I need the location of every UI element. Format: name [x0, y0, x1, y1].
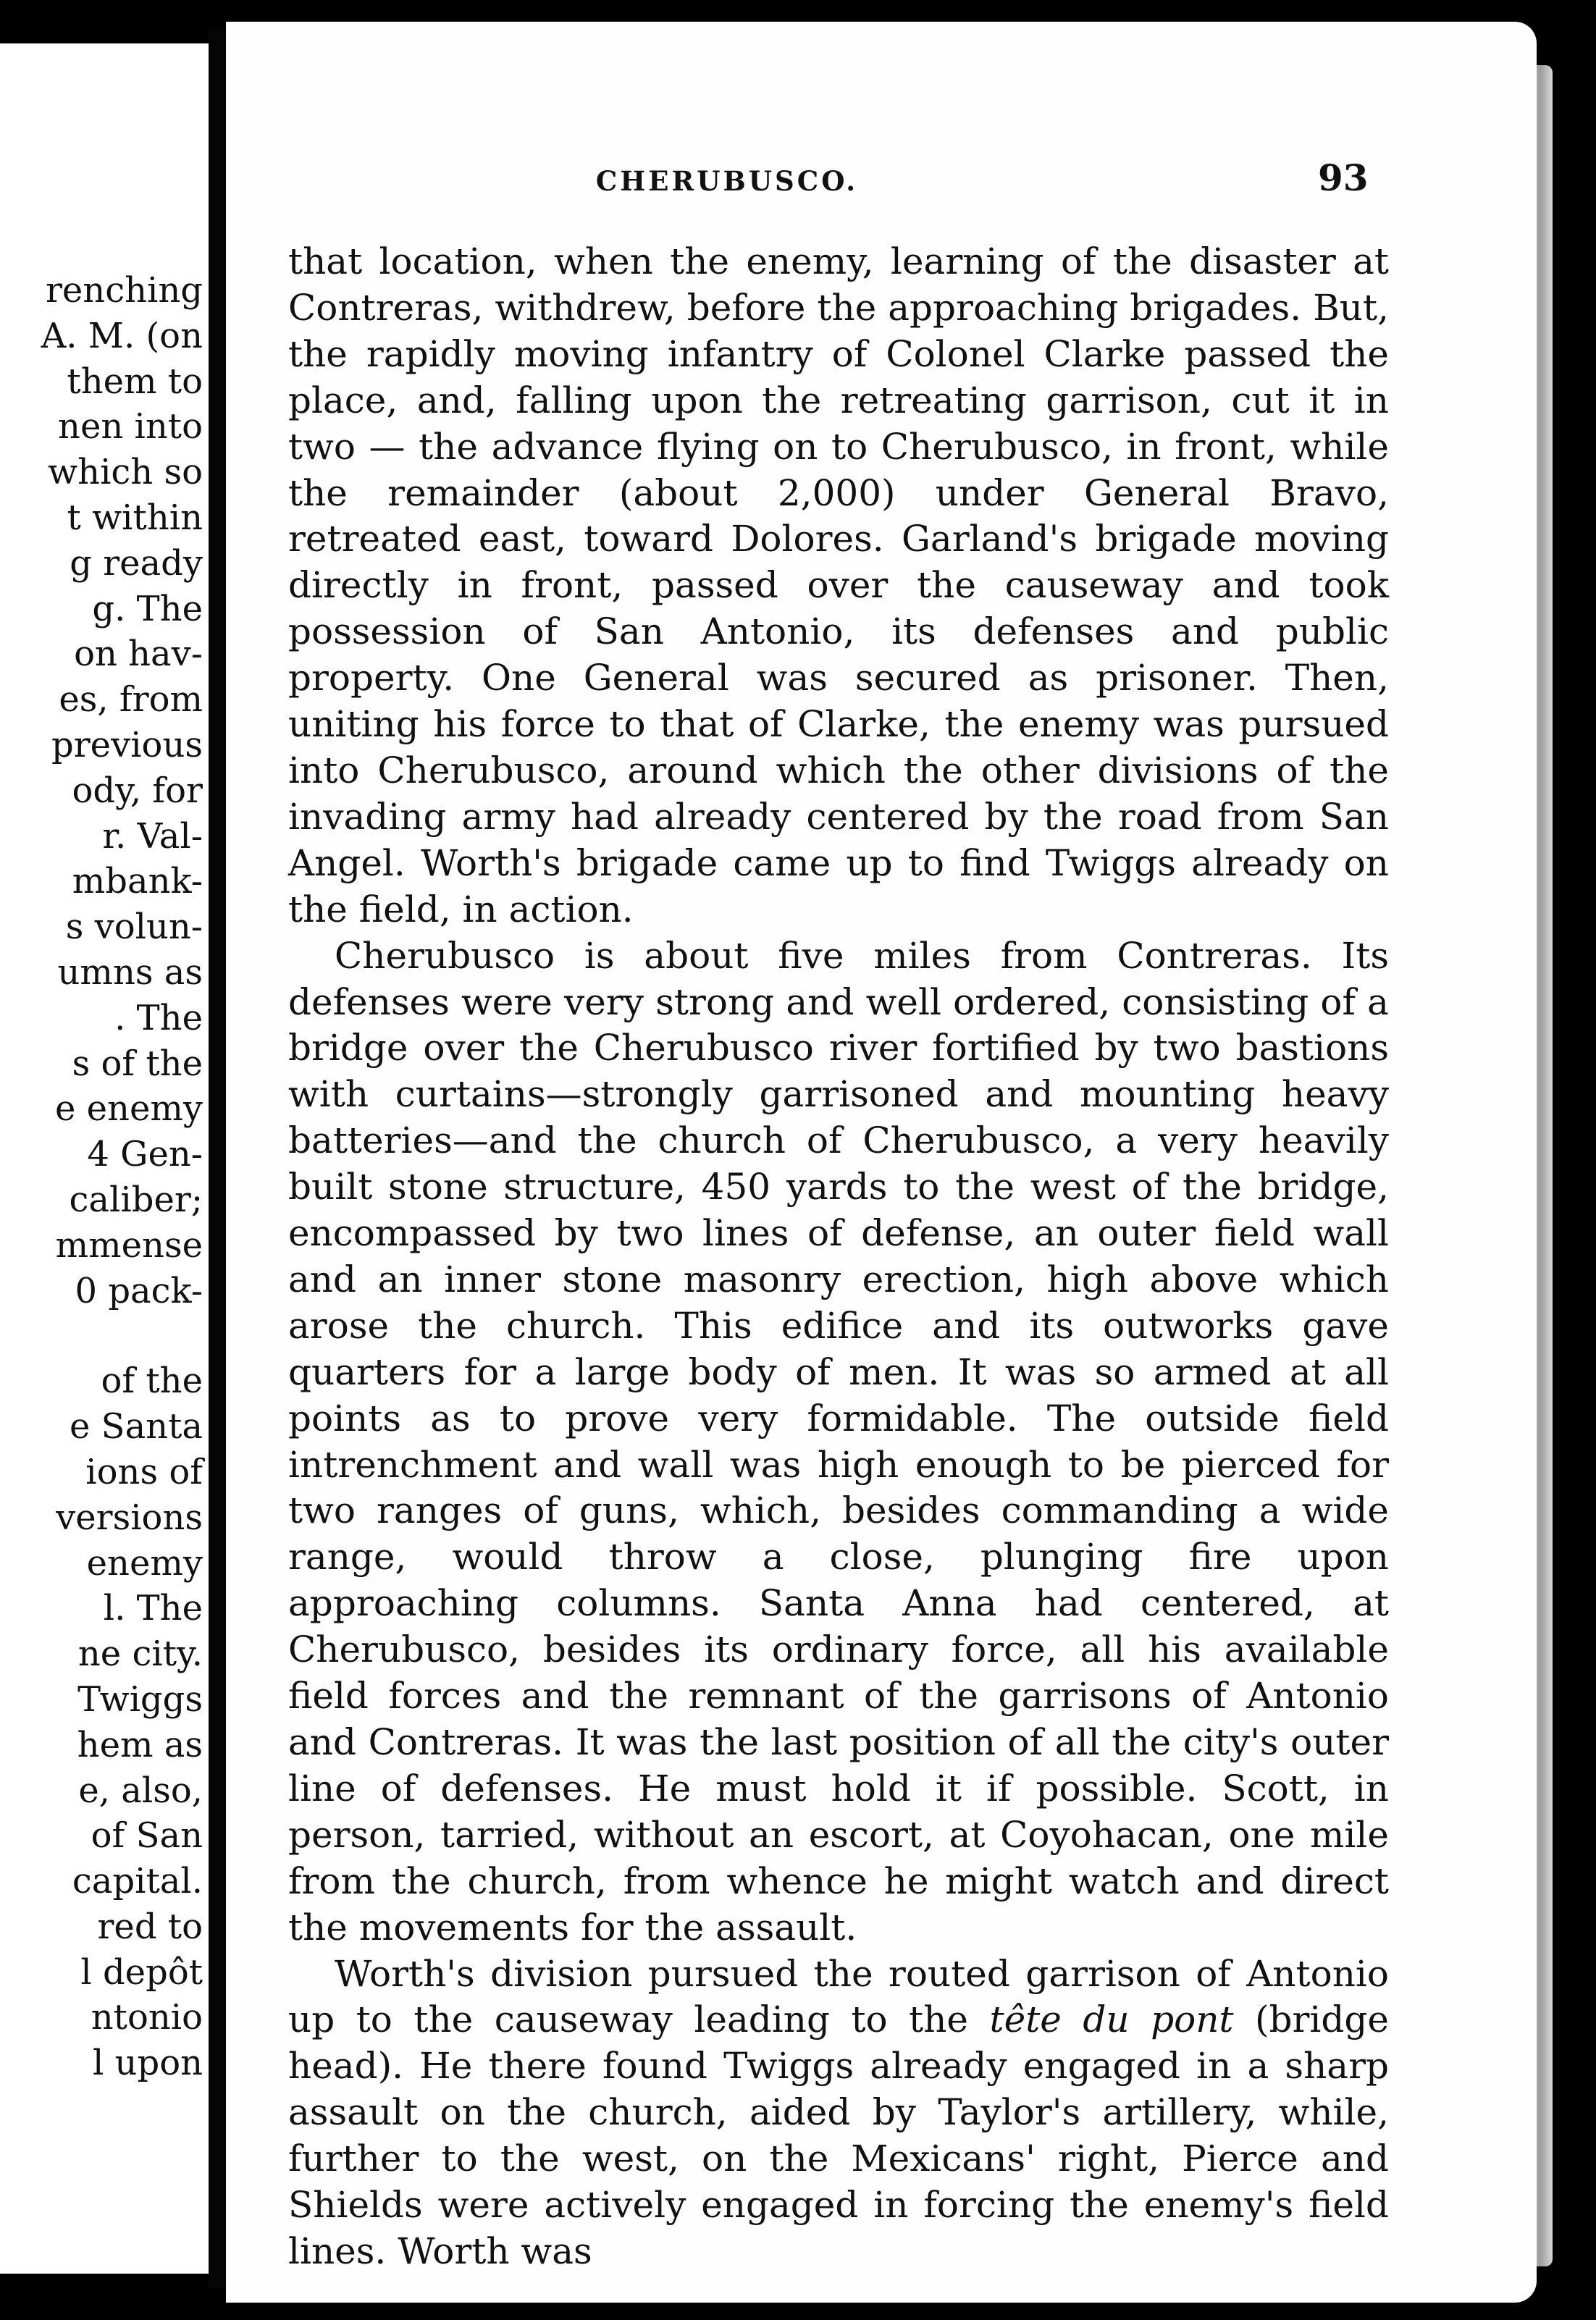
left-line: g ready [70, 542, 203, 584]
left-line: of San [91, 1815, 203, 1857]
left-page-text [0, 268, 203, 2086]
left-line: Twiggs [77, 1678, 203, 1720]
left-page-gap [0, 1314, 203, 1358]
paragraph [288, 1951, 1389, 2275]
paragraph-text: (bridge head). He there found Twiggs already engaged in a sharp assault on the church, aided by Taylor's artillery, while, further to the west, on the Mexicans' right, Pierce and Shields were actively engaged in forcing the enemy's field lines. Worth was [288, 1999, 1390, 2272]
left-line: t within [67, 497, 203, 538]
paragraph: Cherubusco is about five miles from Contreras. Its defenses were very strong and well ordered, consisting of a bridge over the Cherubusco river fortified by two bastions with curtains—strongly garrisoned and mounting heavy batteries—and the church of Cherubusco, a very heavily built stone structure, 450 yards to the west of the bridge, encompassed by two lines of defense, an outer field wall and an inner stone masonry erection, high above which arose the church. This edifice and its outworks gave quarters for a large body of men. It was so armed at all points as to prove very formidable. The outside field intrenchment and wall was high enough to be pierced for two ranges of guns, which, besides commanding a wide range, would throw a close, plunging fire upon approaching columns. Santa Anna had centered, at Cherubusco, besides its ordinary force, all his available field forces and the remnant of the garrisons of Antonio and Contreras. It was the last position of all the city's outer line of defenses. He must hold it if possible. Scott, in person, tarried, without an escort, at Coyohacan, one mile from the church, from whence he might watch and direct the movements for the assault. [288, 934, 1389, 1949]
left-line: red to [97, 1906, 203, 1947]
left-line: of the [101, 1361, 203, 1402]
paragraph-text: Worth's division pursued the routed garrison of Antonio up to the causeway leading to the [288, 1952, 1389, 2041]
left-line: s volun- [65, 907, 203, 948]
paragraph: that location, when the enemy, learning of the disaster at Contreras, withdrew, before the approaching brigades. But, the rapidly moving infantry of Colonel Clarke passed the place, and, falling upon the retreating garrison, cut it in two — the advance flying on to Cherubusco, in front, while the remainder (about 2,000) under General Bravo, retreated east, toward Dolores. Garland's brigade moving directly in front, passed over the causeway and took possession of San Antonio, its defenses and public property. One General was secured as prisoner. Then, uniting his force to that of Clarke, the enemy was pursued into Cherubusco, around which the other divisions of the invading army had already centered by the road from San Angel. Worth's brigade came up to find Twiggs already on the field, in action. [288, 240, 1389, 930]
page-body [288, 239, 1389, 2275]
running-title: CHERUBUSCO. [595, 165, 859, 197]
left-line: 0 pack- [75, 1270, 203, 1311]
left-line: hem as [77, 1724, 203, 1765]
left-facing-page [0, 43, 209, 2274]
book-gutter [209, 29, 226, 2288]
left-line: l upon [92, 2043, 203, 2084]
left-line: ions of [85, 1451, 203, 1492]
left-line: mbank- [72, 861, 203, 902]
left-line: . The [114, 997, 203, 1038]
italic-phrase: tête du pont [989, 1999, 1234, 2041]
left-line: s of the [72, 1043, 203, 1084]
left-line: which so [48, 452, 203, 493]
left-line: versions [56, 1497, 203, 1538]
left-line: capital. [72, 1861, 203, 1902]
left-line: r. Val- [102, 815, 203, 857]
left-line: l depôt [80, 1951, 203, 1993]
left-line: them to [67, 361, 203, 402]
left-line: nen into [58, 406, 203, 447]
left-line: g. The [92, 588, 203, 629]
page-number: 93 [1318, 156, 1369, 199]
left-line: e enemy [54, 1088, 203, 1130]
left-line: e Santa [70, 1406, 203, 1447]
left-line: mmense [55, 1224, 203, 1266]
left-line: ody, for [72, 770, 203, 811]
left-line: previous [51, 724, 203, 765]
left-line: on hav- [74, 634, 203, 675]
left-line: umns as [57, 951, 203, 993]
left-line: ne city. [77, 1634, 203, 1675]
left-line: caliber; [69, 1179, 203, 1220]
left-line: es, from [59, 679, 203, 720]
left-line: e, also, [78, 1770, 203, 1811]
left-line: ntonio [91, 1997, 203, 2038]
left-line: l. The [103, 1588, 203, 1629]
left-line: enemy [86, 1542, 203, 1584]
left-line: 4 Gen- [87, 1134, 203, 1175]
left-line: renching [45, 270, 203, 311]
left-line: A. M. (on [41, 315, 203, 356]
